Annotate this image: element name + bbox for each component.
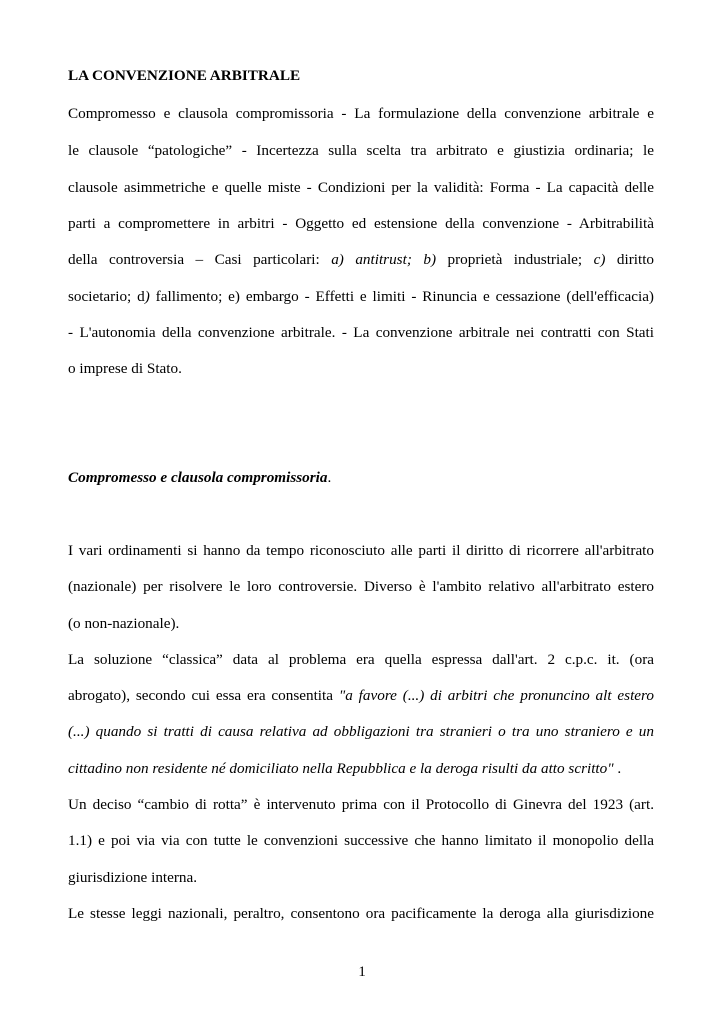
summary-line: parti a compromettere in arbitri - Oggetto ed estensione della convenzione - Arbitrabilità <box>68 215 654 232</box>
quoted-italic-text: cittadino non residente né domiciliato nella Repubblica e la deroga risulti da atto scritto" <box>68 760 614 777</box>
body-line: Le stesse leggi nazionali, peraltro, consentono ora pacificamente la deroga alla giurisdizione <box>68 905 654 922</box>
body-text: . <box>613 760 622 777</box>
page-number: 1 <box>358 963 366 980</box>
body-line: La soluzione “classica” data al problema era quella espressa dall'art. 2 c.p.c. it. (ora <box>68 651 654 668</box>
section-heading-period: . <box>327 469 332 486</box>
document-title: LA CONVENZIONE ARBITRALE <box>68 67 301 84</box>
body-line <box>68 760 654 778</box>
summary-text: proprietà industriale; <box>436 251 594 268</box>
body-line: giurisdizione interna. <box>68 869 198 886</box>
body-line: I vari ordinamenti si hanno da tempo riconosciuto alle parti il diritto di ricorrere all'arbitrato <box>68 542 654 559</box>
section-heading-text: Compromesso e clausola compromissoria <box>68 469 328 486</box>
body-text: abrogato), secondo cui essa era consentita <box>68 687 339 704</box>
body-line <box>68 687 654 705</box>
body-line: 1.1) e poi via via con tutte le convenzioni successive che hanno limitato il monopolio della <box>68 832 654 849</box>
summary-line: - L'autonomia della convenzione arbitrale. - La convenzione arbitrale nei contratti con Stati <box>68 324 654 341</box>
summary-text: della controversia – Casi particolari: <box>68 251 332 268</box>
summary-italic-text: a) antitrust; b) <box>331 251 437 268</box>
summary-text: fallimento; e) embargo - Effetti e limiti - Rinuncia e cessazione (dell'efficacia) <box>149 288 654 305</box>
summary-italic-text: ) <box>144 288 150 305</box>
summary-text: diritto <box>605 251 655 268</box>
body-line: (nazionale) per risolvere le loro controversie. Diverso è l'ambito relativo all'arbitrato estero <box>68 578 654 595</box>
summary-line <box>68 251 654 269</box>
summary-line: clausole asimmetriche e quelle miste - Condizioni per la validità: Forma - La capacità delle <box>68 179 654 196</box>
quoted-italic-text: "a favore (...) di arbitri che pronuncino alt estero <box>338 687 654 704</box>
summary-line: Compromesso e clausola compromissoria - La formulazione della convenzione arbitrale e <box>68 105 654 122</box>
quoted-italic-text: (...) quando si tratti di causa relativa ad obbligazioni tra stranieri o tra uno straniero e un <box>68 723 654 740</box>
summary-text: societario; d <box>68 288 145 305</box>
summary-line: o imprese di Stato. <box>68 360 182 377</box>
summary-line <box>68 288 654 306</box>
section-heading <box>68 469 654 487</box>
summary-italic-text: c) <box>593 251 606 268</box>
body-line <box>68 723 654 741</box>
body-line: (o non-nazionale). <box>68 615 180 632</box>
summary-line: le clausole “patologiche” - Incertezza sulla scelta tra arbitrato e giustizia ordinaria; le <box>68 142 654 159</box>
body-line: Un deciso “cambio di rotta” è intervenuto prima con il Protocollo di Ginevra del 1923 (art. <box>68 796 654 813</box>
